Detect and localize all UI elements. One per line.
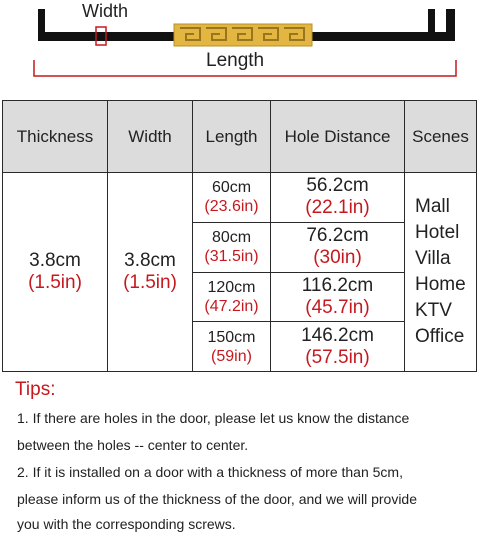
tips-title: Tips: — [15, 379, 56, 400]
tip-line: you with the corresponding screws. — [17, 516, 236, 532]
scene-item: Office — [415, 326, 465, 347]
length-cell — [193, 322, 271, 372]
hole-distance-cell — [271, 272, 405, 322]
scene-item: Hotel — [415, 222, 460, 243]
gold-ornament — [174, 24, 312, 46]
header-hole-distance: Hole Distance — [271, 101, 405, 173]
length-inches: (47.2in) — [204, 297, 259, 315]
length-value: 80cm — [211, 229, 252, 247]
table-header-row — [3, 101, 477, 173]
tip-line: 2. If it is installed on a door with a thickness of more than 5cm, — [17, 464, 403, 480]
scene-item: Mall — [415, 196, 450, 217]
thickness-cell — [3, 173, 108, 372]
width-cell — [108, 173, 193, 372]
header-width: Width — [108, 101, 193, 173]
length-cell — [193, 173, 271, 223]
header-length: Length — [193, 101, 271, 173]
length-value: 60cm — [211, 179, 252, 197]
hole-distance-value: 146.2cm — [301, 324, 374, 346]
right-end-cap — [446, 9, 455, 41]
width-label: Width — [82, 1, 129, 21]
hole-distance-value: 116.2cm — [301, 274, 374, 296]
length-inches: (23.6in) — [204, 198, 259, 216]
length-inches: (31.5in) — [204, 248, 259, 266]
hole-distance-cell — [271, 222, 405, 272]
length-cell — [193, 272, 271, 322]
length-inches: (59in) — [211, 347, 252, 365]
hole-distance-inches: (45.7in) — [305, 296, 370, 318]
header-thickness: Thickness — [3, 101, 108, 173]
length-value: 120cm — [207, 278, 256, 296]
scene-item: Villa — [415, 248, 451, 269]
hole-distance-cell — [271, 173, 405, 223]
scene-item: Home — [415, 274, 466, 295]
thickness-value: 3.8cm — [29, 250, 81, 271]
length-label: Length — [206, 50, 265, 71]
scenes-cell — [405, 173, 477, 372]
tip-line: 1. If there are holes in the door, please let us know the distance — [17, 410, 410, 426]
hole-distance-value: 76.2cm — [306, 225, 369, 247]
scene-item: KTV — [415, 300, 452, 321]
hole-distance-inches: (22.1in) — [305, 197, 370, 219]
width-inches: (1.5in) — [123, 272, 177, 293]
spec-table — [2, 100, 477, 372]
hole-distance-inches: (30in) — [313, 247, 362, 269]
length-cell — [193, 222, 271, 272]
hole-distance-value: 56.2cm — [306, 175, 369, 197]
table-row — [3, 173, 477, 223]
length-value: 150cm — [207, 328, 256, 346]
tip-line: between the holes -- center to center. — [17, 437, 249, 453]
product-diagram — [0, 0, 480, 90]
door-handle-illustration — [0, 0, 480, 90]
hole-distance-cell — [271, 322, 405, 372]
tip-line: please inform us of the thickness of the door, and we will provide — [17, 491, 417, 507]
header-scenes: Scenes — [405, 101, 477, 173]
thickness-inches: (1.5in) — [28, 272, 82, 293]
width-value: 3.8cm — [124, 250, 176, 271]
hole-distance-inches: (57.5in) — [305, 346, 370, 368]
